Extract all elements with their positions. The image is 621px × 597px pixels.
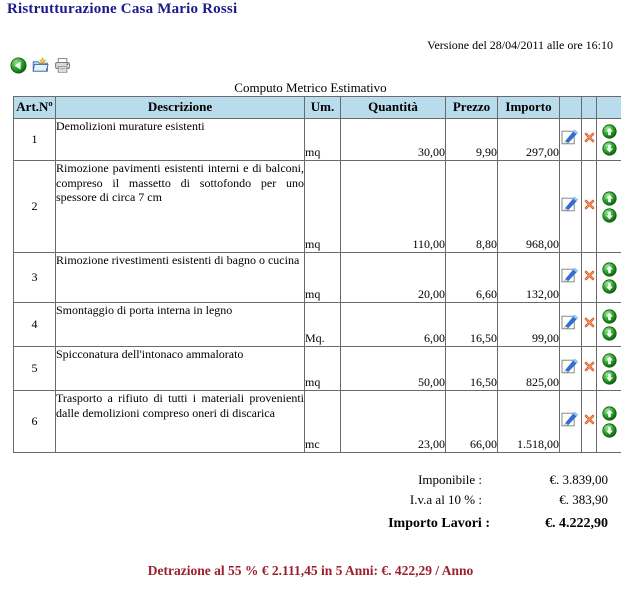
move-up-icon[interactable] (602, 124, 617, 139)
table-header-row (14, 97, 621, 119)
cell-descrizione: Trasporto a rifiuto di tutti i materiali provenienti dalle demolizioni compreso oneri di discarica (56, 391, 305, 453)
table-row (14, 253, 621, 303)
cell-descrizione: Spicconatura dell'intonaco ammalorato (56, 347, 305, 391)
column-header-importo: Importo (498, 97, 560, 119)
cell-quantita: 30,00 (341, 119, 446, 161)
page-title: Ristrutturazione Casa Mario Rossi (7, 1, 238, 17)
move-down-icon[interactable] (602, 141, 617, 156)
delete-icon[interactable] (583, 198, 596, 211)
cell-art-num: 6 (14, 391, 56, 453)
column-header-move (597, 97, 621, 119)
move-up-icon[interactable] (602, 406, 617, 421)
cell-delete-action[interactable] (582, 303, 597, 347)
cell-edit-action[interactable] (560, 119, 582, 161)
cell-edit-action[interactable] (560, 391, 582, 453)
cell-move-actions[interactable] (597, 391, 621, 453)
cell-move-actions[interactable] (597, 303, 621, 347)
cell-move-actions[interactable] (597, 119, 621, 161)
back-icon[interactable] (10, 57, 27, 74)
cell-edit-action[interactable] (560, 347, 582, 391)
totals-row-iva (308, 490, 608, 510)
delete-icon[interactable] (583, 269, 596, 282)
print-icon[interactable] (54, 57, 71, 74)
column-header-delete (582, 97, 597, 119)
cell-quantita: 23,00 (341, 391, 446, 453)
table-caption: Computo Metrico Estimativo (234, 80, 387, 95)
cell-importo: 99,00 (498, 303, 560, 347)
edit-icon[interactable] (561, 196, 580, 213)
cell-prezzo: 16,50 (446, 303, 498, 347)
move-up-icon[interactable] (602, 309, 617, 324)
cell-delete-action[interactable] (582, 391, 597, 453)
table-body (14, 119, 621, 453)
cell-edit-action[interactable] (560, 161, 582, 253)
detrazione-note: Detrazione al 55 % € 2.111,45 in 5 Anni: €. 422,29 / Anno (147, 563, 474, 578)
move-down-icon[interactable] (602, 326, 617, 341)
table-row (14, 119, 621, 161)
cell-quantita: 20,00 (341, 253, 446, 303)
cell-delete-action[interactable] (582, 347, 597, 391)
cell-delete-action[interactable] (582, 253, 597, 303)
cell-quantita: 50,00 (341, 347, 446, 391)
totals-panel (308, 470, 608, 534)
cell-descrizione: Demolizioni murature esistenti (56, 119, 305, 161)
cell-um: mq (305, 253, 341, 303)
toolbar (10, 57, 71, 74)
cell-um: mc (305, 391, 341, 453)
cell-descrizione: Rimozione rivestimenti esistenti di bagno o cucina (56, 253, 305, 303)
cell-prezzo: 8,80 (446, 161, 498, 253)
column-header-descrizione: Descrizione (56, 97, 305, 119)
column-header-edit (560, 97, 582, 119)
column-header-art-num: Art.Nº (14, 97, 56, 119)
cell-importo: 825,00 (498, 347, 560, 391)
iva-label: I.v.a al 10 % : (409, 492, 482, 507)
cell-art-num: 4 (14, 303, 56, 347)
cell-um: Mq. (305, 303, 341, 347)
edit-icon[interactable] (561, 267, 580, 284)
cell-prezzo: 66,00 (446, 391, 498, 453)
delete-icon[interactable] (583, 360, 596, 373)
delete-icon[interactable] (583, 131, 596, 144)
column-header-um: Um. (305, 97, 341, 119)
edit-icon[interactable] (561, 129, 580, 146)
totals-row-imponibile (308, 470, 608, 490)
cell-edit-action[interactable] (560, 303, 582, 347)
cell-quantita: 110,00 (341, 161, 446, 253)
cell-art-num: 1 (14, 119, 56, 161)
delete-icon[interactable] (583, 316, 596, 329)
edit-icon[interactable] (561, 358, 580, 375)
column-header-prezzo: Prezzo (446, 97, 498, 119)
move-down-icon[interactable] (602, 279, 617, 294)
imponibile-value: €. 3.839,00 (549, 472, 608, 487)
cell-move-actions[interactable] (597, 347, 621, 391)
column-header-quantita: Quantità (341, 97, 446, 119)
move-up-icon[interactable] (602, 191, 617, 206)
cell-delete-action[interactable] (582, 161, 597, 253)
cell-importo: 132,00 (498, 253, 560, 303)
edit-icon[interactable] (561, 314, 580, 331)
cell-importo: 968,00 (498, 161, 560, 253)
table-row (14, 347, 621, 391)
cell-importo: 1.518,00 (498, 391, 560, 453)
cell-um: mq (305, 119, 341, 161)
move-down-icon[interactable] (602, 208, 617, 223)
cell-prezzo: 16,50 (446, 347, 498, 391)
cell-art-num: 2 (14, 161, 56, 253)
move-down-icon[interactable] (602, 423, 617, 438)
cell-quantita: 6,00 (341, 303, 446, 347)
cell-art-num: 5 (14, 347, 56, 391)
table-row (14, 161, 621, 253)
cell-edit-action[interactable] (560, 253, 582, 303)
cell-um: mq (305, 347, 341, 391)
totals-row-importo-lavori (308, 510, 608, 534)
iva-value: €. 383,90 (559, 492, 608, 507)
table-row (14, 303, 621, 347)
edit-icon[interactable] (561, 411, 580, 428)
cell-prezzo: 6,60 (446, 253, 498, 303)
computo-metrico-table (13, 96, 621, 453)
cell-descrizione: Rimozione pavimenti esistenti interni e di balconi, compreso il massetto di sottofondo per uno spessore di circa 7 cm (56, 161, 305, 253)
cell-move-actions[interactable] (597, 253, 621, 303)
imponibile-label: Imponibile : (418, 472, 482, 487)
cell-descrizione: Smontaggio di porta interna in legno (56, 303, 305, 347)
cell-move-actions[interactable] (597, 161, 621, 253)
cell-um: mq (305, 161, 341, 253)
cell-importo: 297,00 (498, 119, 560, 161)
table-row (14, 391, 621, 453)
version-timestamp: Versione del 28/04/2011 alle ore 16:10 (427, 38, 613, 52)
importo-lavori-value: €. 4.222,90 (545, 516, 608, 531)
delete-icon[interactable] (583, 413, 596, 426)
cell-delete-action[interactable] (582, 119, 597, 161)
importo-lavori-label: Importo Lavori : (388, 516, 490, 531)
move-up-icon[interactable] (602, 262, 617, 277)
move-down-icon[interactable] (602, 370, 617, 385)
new-folder-icon[interactable] (32, 57, 49, 74)
cell-art-num: 3 (14, 253, 56, 303)
move-up-icon[interactable] (602, 353, 617, 368)
cell-prezzo: 9,90 (446, 119, 498, 161)
